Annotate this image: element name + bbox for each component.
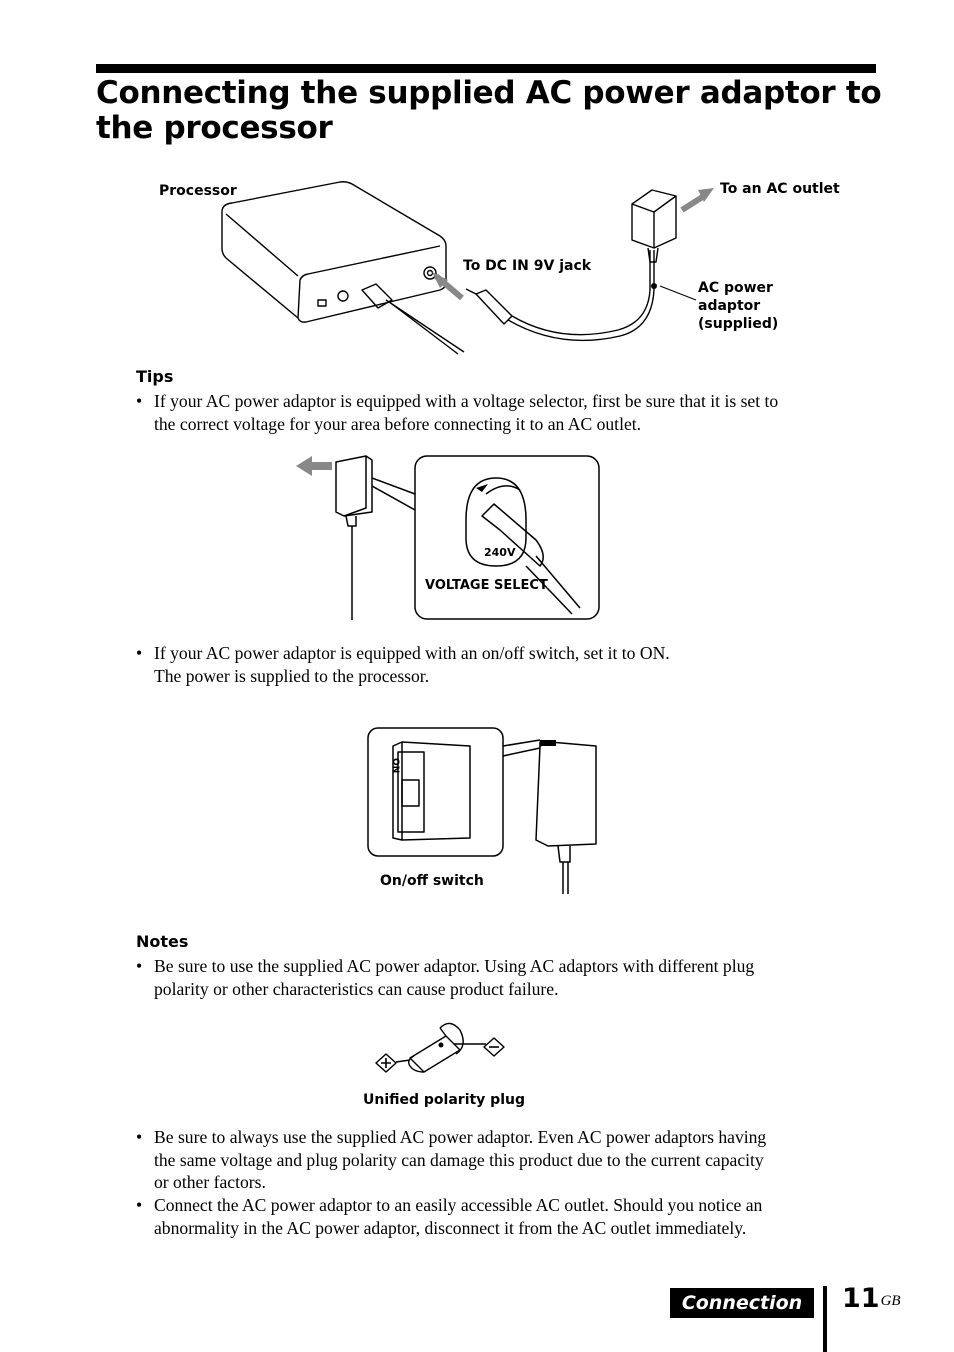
- page-number: [842, 1282, 901, 1316]
- polarity-plug-label: Unified polarity plug: [363, 1092, 525, 1108]
- bullet-line: the same voltage and plug polarity can damage this product due to the current capacity: [154, 1149, 764, 1170]
- bullet-line: If your AC power adaptor is equipped with a voltage selector, first be sure that it is set to: [154, 391, 779, 411]
- page-number-value: 11: [842, 1283, 880, 1314]
- notes-bullet-voltage: [136, 1126, 894, 1194]
- bullet-dot: •: [136, 1195, 143, 1215]
- bullet-line: or other factors.: [154, 1172, 266, 1193]
- bullet-line: the correct voltage for your area before connecting it to an AC outlet.: [154, 413, 642, 434]
- voltage-select-label: VOLTAGE SELECT: [425, 578, 548, 593]
- processor-label: Processor: [159, 183, 237, 199]
- page-number-suffix: GB: [880, 1293, 901, 1309]
- bullet-line: The power is supplied to the processor.: [154, 665, 430, 686]
- bullet-dot: •: [136, 391, 143, 411]
- bullet-dot: •: [136, 1127, 143, 1147]
- notes-bullet-outlet: [136, 1194, 894, 1239]
- onoff-switch-label: On/off switch: [380, 873, 484, 889]
- bullet-line: Connect the AC power adaptor to an easily accessible AC outlet. Should you notice an: [154, 1195, 763, 1215]
- bullet-dot: •: [136, 956, 143, 976]
- bullet-line: abnormality in the AC power adaptor, disconnect it from the AC outlet immediately.: [154, 1217, 747, 1238]
- footer-divider: [823, 1286, 827, 1352]
- notes-heading: Notes: [136, 932, 189, 951]
- bullet-line: Be sure to always use the supplied AC power adaptor. Even AC power adaptors having: [154, 1127, 767, 1147]
- page-title: Connecting the supplied AC power adaptor to the processor: [96, 75, 882, 146]
- bullet-line: Be sure to use the supplied AC power adaptor. Using AC adaptors with different plug: [154, 956, 755, 976]
- switch-on-label: ON: [390, 758, 400, 774]
- bullet-dot: •: [136, 643, 143, 663]
- bullet-line: If your AC power adaptor is equipped with an on/off switch, set it to ON.: [154, 643, 670, 663]
- to-dc-jack-label: To DC IN 9V jack: [463, 258, 592, 274]
- section-tab: Connection: [670, 1288, 814, 1318]
- tips-heading: Tips: [136, 367, 174, 386]
- voltage-value: 240V: [484, 546, 516, 559]
- to-outlet-label: To an AC outlet: [720, 181, 840, 197]
- adaptor-label-line: (supplied): [698, 316, 779, 332]
- adaptor-label-line: AC power: [698, 280, 773, 296]
- bullet-line: polarity or other characteristics can cause product failure.: [154, 978, 559, 999]
- adaptor-label-line: adaptor: [698, 298, 761, 314]
